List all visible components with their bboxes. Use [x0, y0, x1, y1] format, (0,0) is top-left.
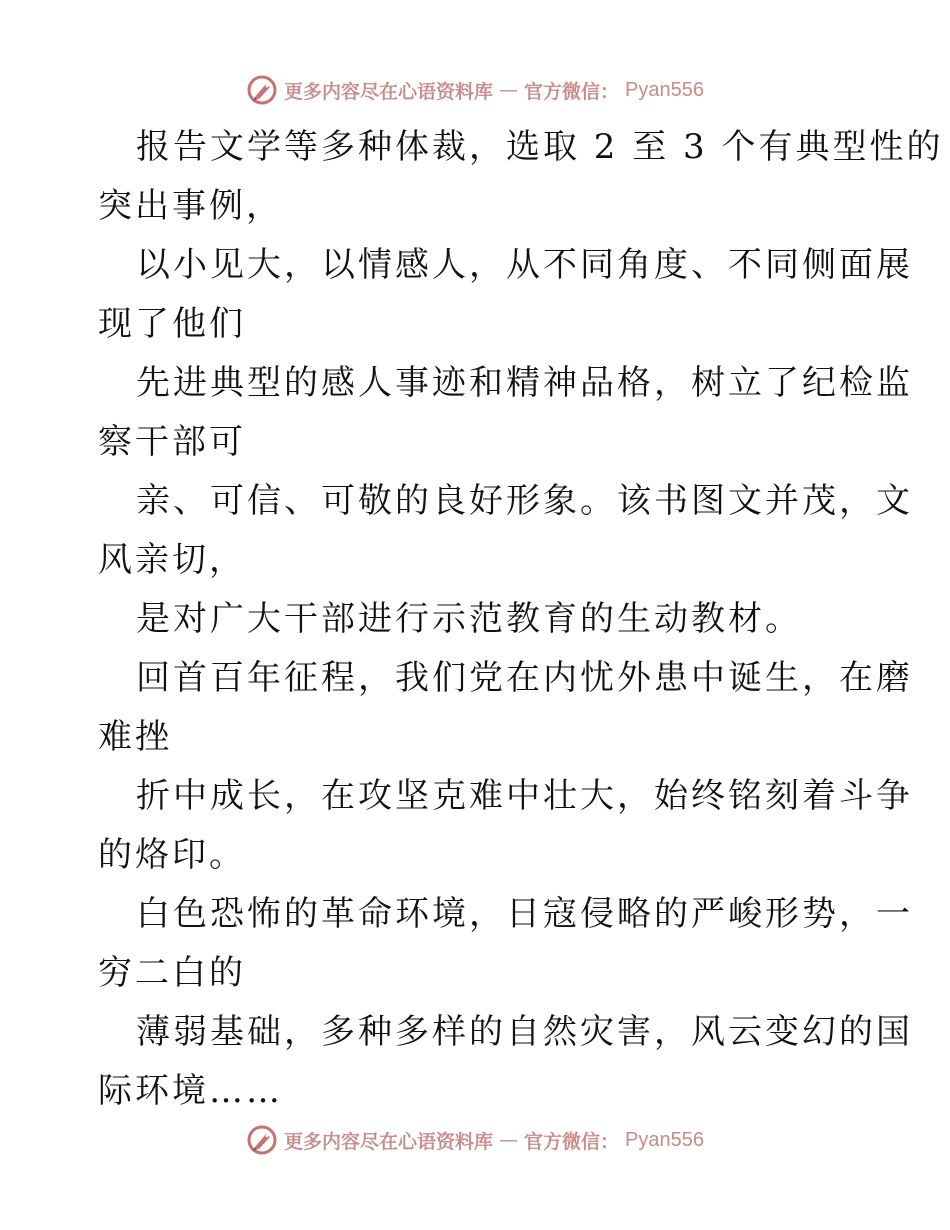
pen-logo-icon	[246, 74, 278, 106]
watermark-dash: —	[499, 1129, 519, 1151]
text-line: 察干部可	[98, 422, 246, 462]
watermark-wechat-label: 官方微信：	[524, 1130, 620, 1153]
text-line: 折中成长，在攻坚克难中壮大，始终铭刻着斗争	[136, 776, 913, 816]
text-line: 风亲切，	[98, 540, 246, 580]
watermark-wechat-id: Pyan556	[625, 1128, 704, 1151]
watermark-wechat-label: 官方微信：	[524, 80, 620, 103]
watermark-site-text: 更多内容尽在心语资料库	[284, 80, 494, 103]
text-line: 现了他们	[98, 304, 246, 344]
text-line: 的烙印。	[98, 835, 246, 875]
watermark-dash: —	[499, 79, 519, 101]
watermark-site-text: 更多内容尽在心语资料库	[284, 1130, 494, 1153]
document-body	[98, 118, 944, 1121]
footer-watermark	[0, 1120, 950, 1160]
text-line: 先进典型的感人事迹和精神品格，树立了纪检监	[136, 363, 913, 403]
text-line: 回首百年征程，我们党在内忧外患中诞生，在磨	[136, 658, 913, 698]
text-line: 白色恐怖的革命环境，日寇侵略的严峻形势，一	[136, 894, 913, 934]
header-watermark	[0, 70, 950, 110]
text-line: 报告文学等多种体裁，选取 2 至 3 个有典型性的	[136, 127, 944, 167]
text-line: 亲、可信、可敬的良好形象。该书图文并茂，文	[136, 481, 913, 521]
pen-logo-icon	[246, 1124, 278, 1156]
text-line: 穷二白的	[98, 953, 246, 993]
text-line: 以小见大，以情感人，从不同角度、不同侧面展	[136, 245, 913, 285]
text-line: 是对广大干部进行示范教育的生动教材。	[136, 599, 802, 639]
text-line: 际环境……	[98, 1071, 283, 1111]
text-line: 突出事例，	[98, 186, 283, 226]
text-line: 薄弱基础，多种多样的自然灾害，风云变幻的国	[136, 1012, 913, 1052]
watermark-wechat-id: Pyan556	[625, 78, 704, 101]
text-line: 难挫	[98, 717, 172, 757]
